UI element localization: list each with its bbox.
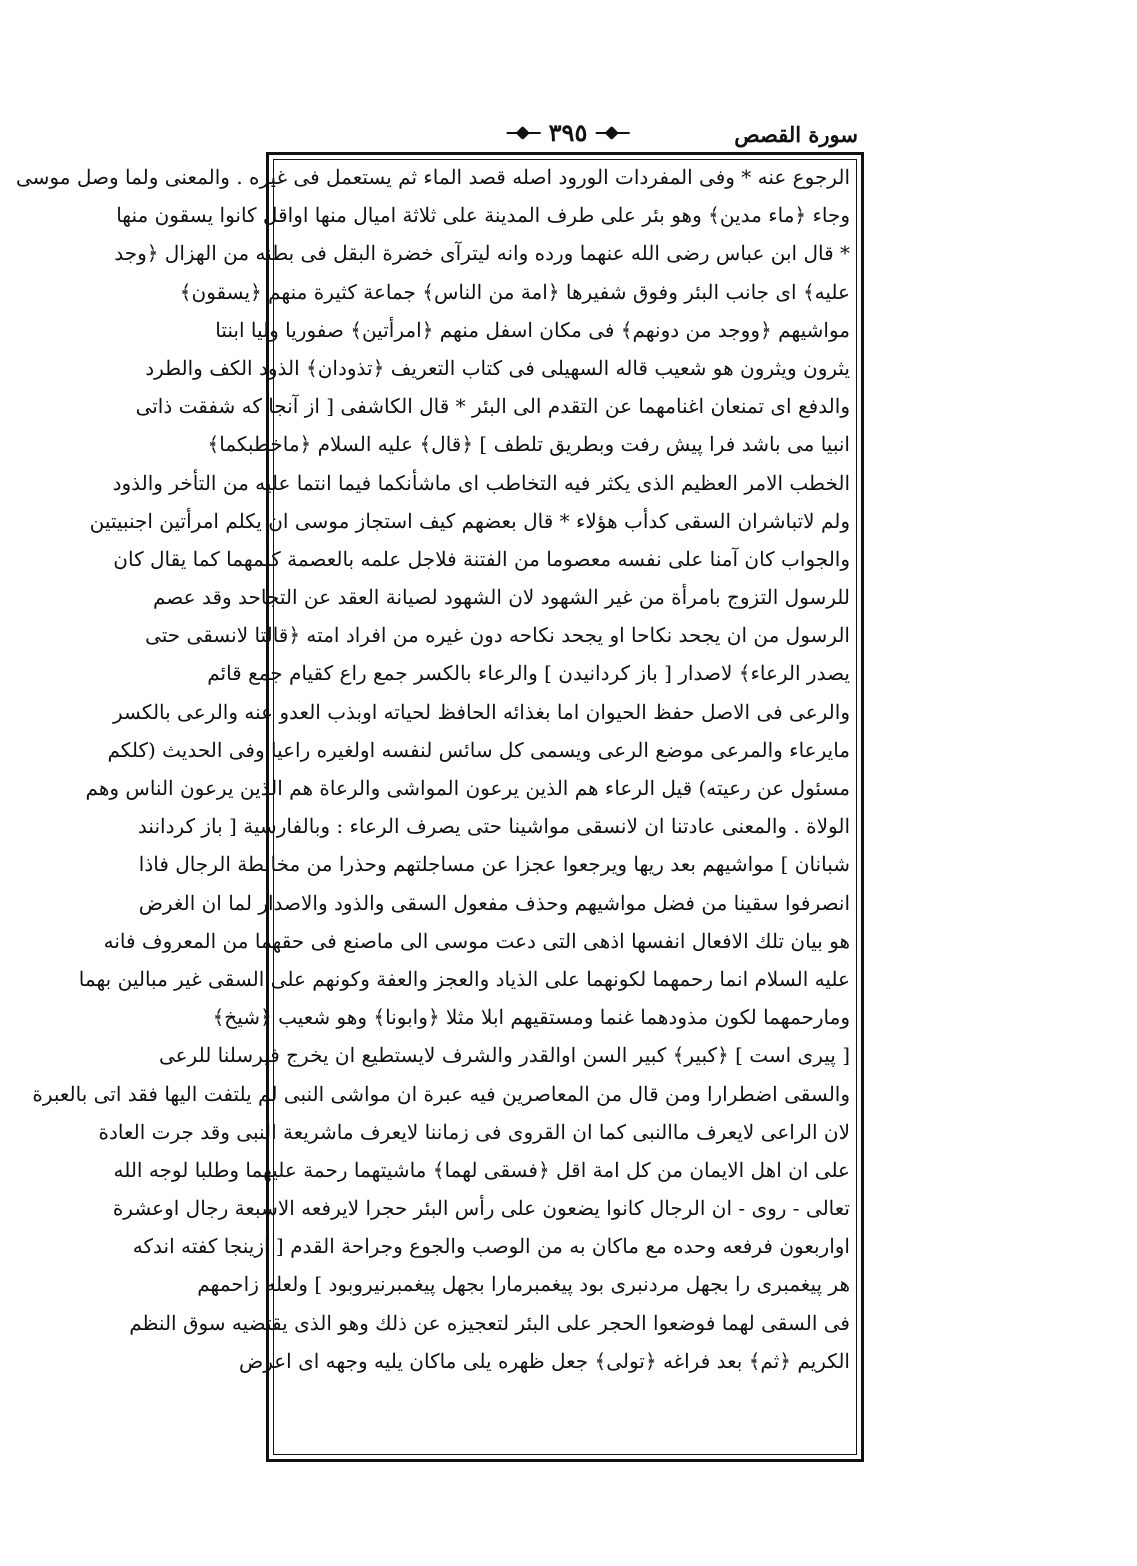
text-line: وجاء ﴿ماء مدين﴾ وهو بئر على طرف المدينة على ثلاثة اميال منها اواقل كانوا يسقون منها xyxy=(116,203,850,228)
surah-title: سورة القصص xyxy=(734,122,858,147)
page-header xyxy=(278,118,858,154)
right-ornament-icon xyxy=(595,128,629,138)
text-line: ومارحمهما لكون مذودهما غنما ومستقيهم ابلا مثلا ﴿وابونا﴾ وهو شعيب ﴿شيخ﴾ xyxy=(212,1005,850,1030)
page-number-block xyxy=(507,118,630,147)
text-line: الرسول من ان يجحد نكاحا او يجحد نكاحه دون غيره من افراد امته ﴿قالتا لانسقى حتى xyxy=(145,623,850,648)
text-line: الخطب الامر العظيم الذى يكثر فيه التخاطب اى ماشأنكما فيما انتما عليه من التأخر والذود xyxy=(112,470,850,495)
left-ornament-icon xyxy=(507,128,541,138)
text-line: عليه السلام انما رحمهما لكونهما على الذياد والعجز والعفة وكونهم على السقى غير مبالين بهما xyxy=(78,966,850,991)
text-line: والسقى اضطرارا ومن قال من المعاصرين فيه عبرة ان مواشى النبى لم يلتفت اليها فقد اتى بالعبرة xyxy=(32,1081,850,1106)
text-line: الولاة . والمعنى عادتنا ان لانسقى مواشينا حتى يصرف الرعاء : وبالفارسية [ باز كردانند xyxy=(137,814,850,839)
text-line: لان الراعى لايعرف ماالنبى كما ان القروى فى زماننا لايعرف ماشريعة النبى وقد جرت العادة xyxy=(98,1119,850,1144)
text-line: * قال ابن عباس رضى الله عنهما ورده وانه ليترآى خضرة البقل فى بطنه من الهزال ﴿وجد xyxy=(114,241,850,266)
text-line: والدفع اى تمنعان اغنامهما عن التقدم الى البئر * قال الكاشفى [ از آنجا كه شفقت ذاتى xyxy=(135,394,850,419)
text-line: الرجوع عنه * وفى المفردات الورود اصله قصد الماء ثم يستعمل فى غيره . والمعنى ولما وصل موسى xyxy=(16,165,850,189)
text-line: مسئول عن رعيته) قيل الرعاء هم الذين يرعون المواشى والرعاة هم الذين يرعون الناس وهم xyxy=(85,776,850,800)
text-line: والجواب كان آمنا على نفسه معصوما من الفتنة فلاجل علمه بالعصمة كلمهما كما يقال كان xyxy=(113,546,850,571)
text-line: فى السقى لهما فوضعوا الحجر على البئر لتعجيزه عن ذلك وهو الذى يقتضيه سوق النظم xyxy=(129,1310,850,1335)
text-line: ولم لاتباشران السقى كدأب هؤلاء * قال بعضهم كيف استجاز موسى ان يكلم امرأتين اجنبيتين xyxy=(89,508,850,533)
text-line: مواشيهم ﴿ووجد من دونهم﴾ فى مكان اسفل منهم ﴿امرأتين﴾ صفوريا وليا ابنتا xyxy=(215,317,850,342)
text-line: شبانان ] مواشيهم بعد ريها ويرجعوا عجزا عن مساجلتهم وحذرا من مخالطة الرجال فاذا xyxy=(138,852,850,877)
text-line: تعالى - روى - ان الرجال كانوا يضعون على رأس البئر حجرا لايرفعه الاسبعة رجال اوعشرة xyxy=(112,1196,850,1221)
text-line: الكريم ﴿ثم﴾ بعد فراغه ﴿تولى﴾ جعل ظهره يلى ماكان يليه وجهه اى اعرض xyxy=(239,1348,850,1373)
text-line: هر پيغمبرى را بجهل مردنبرى بود پيغمبرمارا بجهل پيغمبرنيروبود ] ولعله زاحمهم xyxy=(197,1272,850,1297)
text-line: مايرعاء والمرعى موضع الرعى ويسمى كل سائس لنفسه اولغيره راعيا وفى الحديث (كلكم xyxy=(107,737,850,762)
text-line: يصدر الرعاء﴾ لاصدار [ باز كردانيدن ] والرعاء بالكسر جمع راع كقيام جمع قائم xyxy=(207,661,850,686)
text-line: والرعى فى الاصل حفظ الحيوان اما بغذائه الحافظ لحياته اوبذب العدو عنه والرعى بالكسر xyxy=(113,699,850,724)
text-line: عليه﴾ اى جانب البئر وفوق شفيرها ﴿امة من الناس﴾ جماعة كثيرة منهم ﴿يسقون﴾ xyxy=(179,279,850,304)
body-text xyxy=(16,158,850,1380)
text-line: اواربعون فرفعه وحده مع ماكان به من الوصب والجوع وجراحة القدم [ ازينجا كفته اندكه xyxy=(132,1234,850,1259)
page-number: ٣٩٥ xyxy=(548,118,588,147)
text-line: [ پيرى است ] ﴿كبير﴾ كبير السن اوالقدر والشرف لايستطيع ان يخرج فيرسلنا للرعى xyxy=(158,1043,850,1068)
text-line: على ان اهل الايمان من كل امة اقل ﴿فسقى لهما﴾ ماشيتهما رحمة عليهما وطلبا لوجه الله xyxy=(113,1157,850,1182)
text-line: انبيا مى باشد فرا پيش رفت وبطريق تلطف ] ﴿قال﴾ عليه السلام ﴿ماخطبكما﴾ xyxy=(207,432,850,457)
text-line: يثرون ويثرون هو شعيب قاله السهيلى فى كتاب التعريف ﴿تذودان﴾ الذود الكف والطرد xyxy=(145,355,850,380)
text-line: انصرفوا سقينا من فضل مواشيهم وحذف مفعول السقى والذود والاصدار لما ان الغرض xyxy=(138,890,850,915)
text-line: هو بيان تلك الافعال انفسها اذهى التى دعت موسى الى ماصنع فى حقهما من المعروف فانه xyxy=(103,928,850,953)
text-line: للرسول التزوج بامرأة من غير الشهود لان الشهود لصيانة العقد عن التجاحد وقد عصم xyxy=(153,585,850,610)
